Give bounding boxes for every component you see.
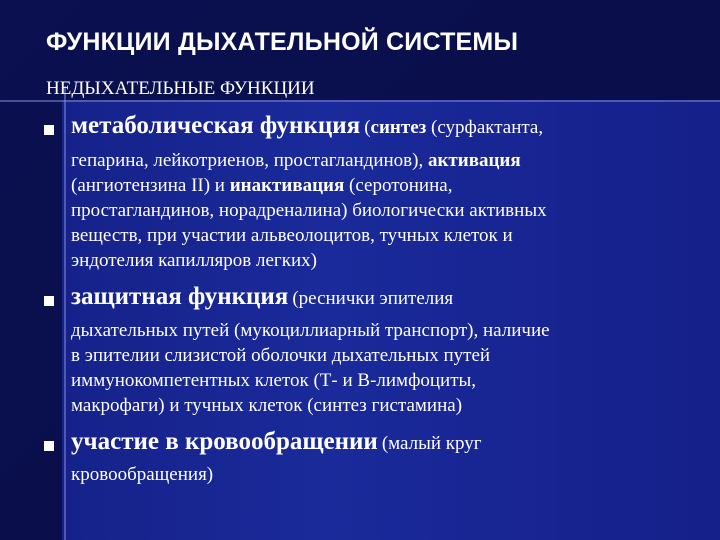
item-heading-line: метаболическая функция (синтез (сурфактанта, [71, 112, 544, 139]
bullet-icon [44, 296, 54, 306]
body-line: гепарина, лейкотриенов, простагландинов), активация [71, 150, 521, 171]
divider-vertical [64, 86, 66, 540]
item-heading-line [71, 428, 482, 456]
body-line: (ангиотензина II) и инактивация (серотонина, [71, 175, 453, 196]
body-line: веществ, при участии альвеолоцитов, тучных клеток и [71, 225, 513, 246]
bullet-icon [44, 125, 54, 135]
item-intro: (малый круг [381, 433, 482, 454]
body-line: в эпителии слизистой оболочки дыхательных путей [71, 345, 491, 366]
item-heading: метаболическая функция [71, 112, 361, 139]
item-heading-line [71, 283, 453, 311]
item-heading: участие в кровообращении [71, 428, 378, 455]
divider-horizontal [0, 100, 720, 102]
item-body [71, 462, 711, 487]
item-intro: (реснички эпителия [292, 288, 454, 309]
item-body [71, 148, 711, 273]
slide-title: ФУНКЦИИ ДЫХАТЕЛЬНОЙ СИСТЕМЫ [46, 28, 519, 56]
item-heading: защитная функция [71, 283, 289, 310]
item-body [71, 318, 711, 418]
slide-subtitle: НЕДЫХАТЕЛЬНЫЕ ФУНКЦИИ [46, 78, 315, 99]
item-intro-bold: синтез [370, 117, 427, 138]
body-line: простагландинов, норадреналина) биологически активных [71, 200, 547, 221]
item-intro: (сурфактанта, [426, 117, 544, 138]
body-line: кровообращения) [71, 464, 214, 485]
body-line: иммунокомпетентных клеток (Т- и В-лимфоциты, [71, 370, 477, 391]
body-line: макрофаги) и тучных клеток (синтез гистамина) [71, 395, 463, 416]
bullet-icon [44, 441, 54, 451]
body-line: эндотелия капилляров легких) [71, 250, 317, 271]
body-line: дыхательных путей (мукоциллиарный транспорт), наличие [71, 320, 550, 341]
